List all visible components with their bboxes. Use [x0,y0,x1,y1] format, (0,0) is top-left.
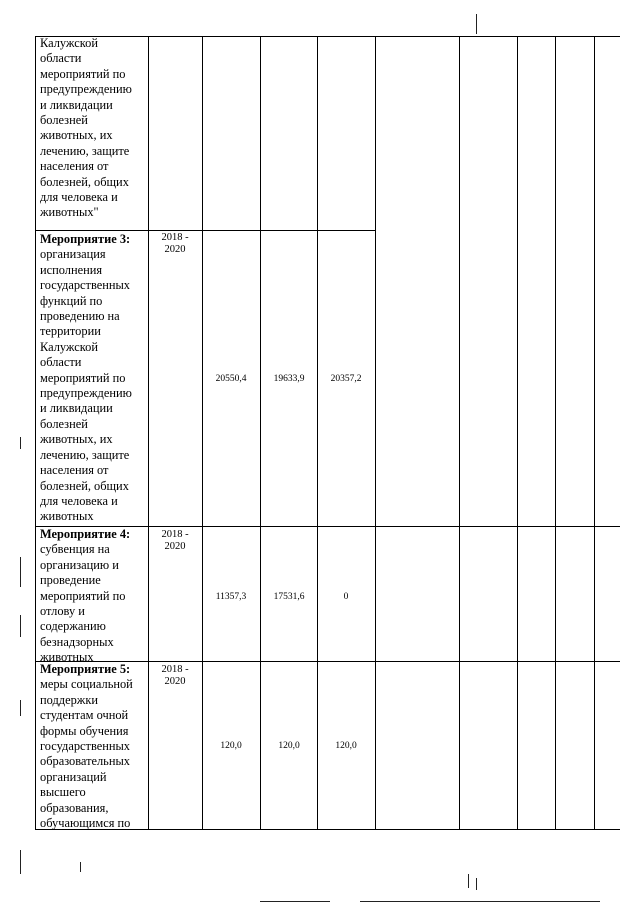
row-m3-line: для человека и [40,493,118,508]
row-cont-line: Калужской [40,36,98,50]
row-cont-line: животных" [40,205,99,220]
col-border-6 [459,36,460,830]
row-cont-line: болезней [40,113,88,128]
row-cont-description [40,36,146,221]
row-m5-line: формы обучения [40,723,129,738]
row-m5-line: организаций [40,769,107,784]
col-border-3 [260,36,261,830]
row-m3-line: мероприятий по [40,370,126,385]
row-m4-line: субвенция на [40,542,110,557]
row-cont-line: и ликвидации [40,97,113,112]
scan-mark-left-4 [20,700,21,716]
row-m5-line: студентам очной [40,708,129,723]
row-m4-value-2020: 0 [343,592,349,602]
row-m3-value-2020: 20357,2 [330,374,362,384]
row-m3-line: проведению на [40,309,120,324]
row-m5-value-2020: 120,0 [335,741,357,751]
row-m5-line: поддержки [40,692,98,707]
row-m3-line: Калужской [40,339,98,354]
row-m3-line: лечению, защите [40,447,130,462]
row-m3-value-2019: 19633,9 [273,374,305,384]
row-m3-line: организация [40,247,106,262]
row-cont-line: лечению, защите [40,143,130,158]
col-border-2 [202,36,203,830]
row-m3-value-2018: 20550,4 [215,374,247,384]
scan-mark-bottom-line [260,901,330,902]
row-m3-line: области [40,355,82,370]
row-m4-period: 2018 - 2020 [161,529,189,552]
scan-mark-top [476,14,477,34]
row-m3-line: болезней, общих [40,478,129,493]
row-m4-line: животных [40,650,94,665]
scan-mark-left-5 [20,850,21,874]
row-m4-line: отлову и [40,604,85,619]
row-m5-line: образования, [40,800,109,815]
row-m5-description [40,662,146,831]
row-m3-line: и ликвидации [40,401,113,416]
row-m5-title: Мероприятие 5: [40,662,131,676]
row-cont-line: болезней, общих [40,174,129,189]
row-m5-line: государственных [40,739,131,754]
col-border-5 [375,36,376,830]
row-m4-title: Мероприятие 4: [40,527,131,541]
row-m3-line: предупреждению [40,386,132,401]
row-m4-line: мероприятий по [40,588,126,603]
row-m4-line: содержанию [40,619,106,634]
row-m3-title: Мероприятие 3: [40,232,131,246]
scan-mark-bottom-2 [468,874,469,888]
row-cont-line: животных, их [40,128,113,143]
row-m3-line: территории [40,324,101,339]
row-m5-value-2019: 120,0 [278,741,300,751]
row-m5-line: образовательных [40,754,130,769]
scan-mark-left-1 [20,437,21,449]
col-border-8 [555,36,556,830]
scan-mark-bottom-1 [80,862,81,872]
row-m5-line: обучающимся по [40,816,131,831]
row-cont-line: мероприятий по [40,66,126,81]
row-m3-line: государственных [40,278,131,293]
row-cont-line: для человека и [40,190,118,205]
row-cont-line: предупреждению [40,82,132,97]
row-m4-value-2018: 11357,3 [215,592,247,602]
col-border-4 [317,36,318,830]
row-m3-line: исполнения [40,262,103,277]
col-border-0 [35,36,36,830]
row-cont-line: населения от [40,159,109,174]
row-m3-line: животных [40,509,94,524]
scan-mark-left-2 [20,557,21,587]
scan-mark-bottom-3 [476,878,477,890]
scan-mark-left-3 [20,615,21,637]
row-m5-line: высшего [40,785,86,800]
row-m3-line: болезней [40,416,88,431]
row-m4-line: организацию и [40,557,119,572]
row-m3-line: населения от [40,463,109,478]
row-m3-period: 2018 - 2020 [161,232,189,255]
row-m3-description [40,232,146,525]
row-m5-value-2018: 120,0 [220,741,242,751]
row-m3-line: функций по [40,293,103,308]
scan-mark-bottom-line-2 [360,901,600,902]
row-m4-description [40,527,146,666]
row-m4-line: безнадзорных [40,634,114,649]
row-m3-line: животных, их [40,432,113,447]
row-cont-line: области [40,51,82,66]
row-border-m3-top [35,230,375,231]
col-border-9 [594,36,595,830]
row-m5-line: меры социальной [40,677,133,692]
row-m4-value-2019: 17531,6 [273,592,305,602]
row-m5-period: 2018 - 2020 [161,664,189,687]
col-border-1 [148,36,149,830]
col-border-7 [517,36,518,830]
row-m4-line: проведение [40,573,101,588]
